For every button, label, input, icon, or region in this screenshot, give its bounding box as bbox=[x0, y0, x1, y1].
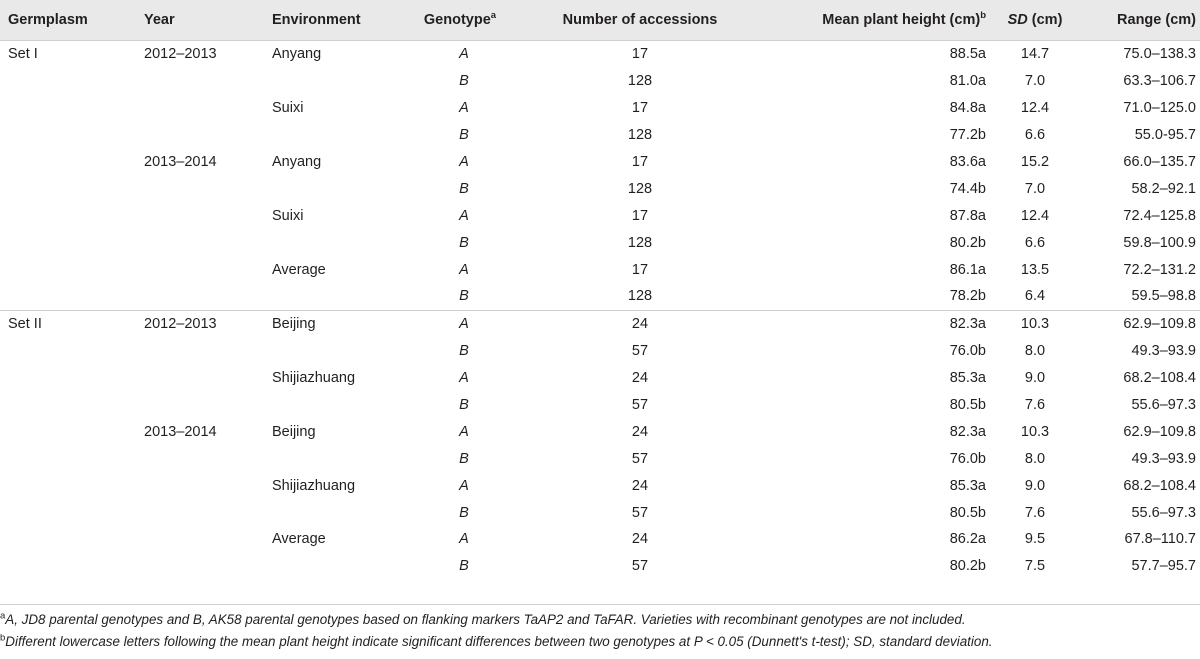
header-range: Range (cm) bbox=[1080, 0, 1200, 41]
cell-environment: Average bbox=[272, 531, 326, 548]
cell-environment: Anyang bbox=[272, 154, 322, 170]
cell-germplasm bbox=[0, 392, 136, 419]
cell-environment bbox=[264, 283, 410, 310]
cell-sd: 9.0 bbox=[1024, 370, 1046, 387]
cell-germplasm bbox=[0, 499, 136, 526]
cell-genotype: B bbox=[459, 127, 469, 144]
cell-sd: 6.4 bbox=[1024, 288, 1046, 305]
header-accessions: Number of accessions bbox=[510, 0, 770, 41]
cell-accessions: 57 bbox=[631, 450, 649, 467]
table-row bbox=[0, 499, 1200, 526]
header-germplasm: Germplasm bbox=[0, 0, 136, 41]
cell-year bbox=[136, 202, 264, 229]
cell-germplasm bbox=[0, 445, 136, 472]
cell-range: 75.0–138.3 bbox=[1123, 46, 1196, 63]
cell-mean-height: 85.3a bbox=[949, 370, 986, 387]
table-row bbox=[0, 365, 1200, 392]
cell-accessions: 24 bbox=[631, 370, 649, 387]
cell-environment: Suixi bbox=[272, 207, 304, 224]
footnote-mark-a: a bbox=[490, 10, 497, 22]
cell-year: 2012–2013 bbox=[136, 310, 264, 337]
cell-sd: 8.0 bbox=[1024, 450, 1046, 467]
cell-environment bbox=[264, 338, 410, 365]
cell-year bbox=[136, 338, 264, 365]
cell-accessions: 128 bbox=[627, 180, 653, 197]
cell-year bbox=[136, 472, 264, 499]
cell-genotype: B bbox=[459, 397, 469, 414]
cell-genotype: A bbox=[459, 261, 469, 278]
cell-mean-height: 84.8a bbox=[949, 100, 986, 117]
table-row bbox=[0, 392, 1200, 419]
cell-range: 68.2–108.4 bbox=[1123, 477, 1196, 494]
cell-mean-height: 82.3a bbox=[770, 310, 990, 337]
cell-environment bbox=[264, 229, 410, 256]
cell-environment: Shijiazhuang bbox=[272, 370, 356, 387]
cell-germplasm bbox=[0, 526, 136, 553]
cell-accessions: 128 bbox=[627, 127, 653, 144]
cell-germplasm bbox=[0, 283, 136, 310]
cell-range: 57.7–95.7 bbox=[1131, 558, 1196, 575]
cell-range: 55.6–97.3 bbox=[1131, 397, 1196, 414]
cell-accessions: 24 bbox=[631, 423, 649, 440]
cell-mean-height: 80.5b bbox=[949, 397, 986, 414]
cell-range: 72.2–131.2 bbox=[1123, 261, 1196, 278]
cell-germplasm bbox=[0, 472, 136, 499]
cell-genotype: A bbox=[459, 423, 469, 440]
table-row bbox=[0, 122, 1200, 149]
cell-sd: 7.6 bbox=[1024, 397, 1046, 414]
cell-year bbox=[136, 526, 264, 553]
table-row bbox=[0, 338, 1200, 365]
cell-accessions: 57 bbox=[631, 343, 649, 360]
cell-range: 68.2–108.4 bbox=[1123, 370, 1196, 387]
cell-year: 2012–2013 bbox=[144, 46, 217, 63]
cell-range: 63.3–106.7 bbox=[1123, 73, 1196, 90]
cell-range: 62.9–109.8 bbox=[1123, 423, 1196, 440]
cell-genotype: A bbox=[410, 310, 510, 337]
table-row bbox=[0, 175, 1200, 202]
cell-environment bbox=[264, 499, 410, 526]
cell-germplasm bbox=[0, 122, 136, 149]
cell-accessions: 17 bbox=[631, 46, 649, 63]
cell-sd: 9.5 bbox=[1024, 531, 1046, 548]
cell-mean-height: 83.6a bbox=[949, 154, 986, 170]
cell-germplasm bbox=[0, 68, 136, 95]
cell-genotype: B bbox=[459, 73, 469, 90]
cell-accessions: 24 bbox=[510, 310, 770, 337]
cell-sd: 6.6 bbox=[1024, 234, 1046, 251]
cell-genotype: B bbox=[459, 504, 469, 521]
cell-sd: 15.2 bbox=[1020, 154, 1050, 170]
cell-mean-height: 80.2b bbox=[949, 234, 986, 251]
cell-year bbox=[136, 175, 264, 202]
cell-sd: 6.6 bbox=[1024, 127, 1046, 144]
cell-mean-height: 81.0a bbox=[949, 73, 986, 90]
cell-accessions: 24 bbox=[631, 531, 649, 548]
cell-year bbox=[136, 553, 264, 580]
cell-sd: 8.0 bbox=[1024, 343, 1046, 360]
table-row bbox=[0, 418, 1200, 445]
cell-sd: 12.4 bbox=[1020, 207, 1050, 224]
cell-germplasm bbox=[0, 553, 136, 580]
cell-genotype: A bbox=[459, 207, 469, 224]
cell-germplasm bbox=[0, 229, 136, 256]
cell-environment: Average bbox=[272, 261, 326, 278]
cell-genotype: A bbox=[459, 154, 469, 170]
cell-environment bbox=[264, 122, 410, 149]
cell-environment bbox=[264, 68, 410, 95]
cell-environment bbox=[264, 445, 410, 472]
cell-range: 67.8–110.7 bbox=[1124, 531, 1196, 548]
cell-mean-height: 87.8a bbox=[949, 207, 986, 224]
header-genotype: Genotype$^a$ bbox=[410, 0, 510, 41]
cell-year bbox=[136, 68, 264, 95]
cell-year bbox=[136, 256, 264, 283]
cell-sd: 7.6 bbox=[1024, 504, 1046, 521]
table-row bbox=[0, 553, 1200, 580]
cell-sd: 7.0 bbox=[1024, 180, 1046, 197]
cell-sd: 13.5 bbox=[1020, 261, 1050, 278]
cell-germplasm bbox=[0, 149, 136, 176]
header-environment: Environment bbox=[264, 0, 410, 41]
cell-sd: 7.5 bbox=[1024, 558, 1046, 575]
cell-genotype: A bbox=[459, 477, 469, 494]
cell-range: 66.0–135.7 bbox=[1123, 154, 1196, 170]
cell-germplasm bbox=[0, 418, 136, 445]
table-row bbox=[0, 283, 1200, 310]
cell-mean-height: 86.1a bbox=[949, 261, 986, 278]
cell-environment: Beijing bbox=[272, 423, 316, 440]
cell-sd: 10.3 bbox=[990, 310, 1080, 337]
cell-mean-height: 86.2a bbox=[949, 531, 986, 548]
table-row bbox=[0, 41, 1200, 68]
cell-sd: 12.4 bbox=[1020, 100, 1050, 117]
header-mean-height: Mean plant height (cm)$^b$ bbox=[770, 0, 990, 41]
cell-germplasm bbox=[0, 338, 136, 365]
cell-mean-height: 80.5b bbox=[949, 504, 986, 521]
cell-mean-height: 76.0b bbox=[949, 450, 986, 467]
header-sd: SD (cm) bbox=[990, 0, 1080, 41]
cell-genotype: B bbox=[459, 288, 469, 305]
cell-genotype: B bbox=[459, 180, 469, 197]
cell-genotype: A bbox=[459, 531, 469, 548]
cell-year bbox=[136, 229, 264, 256]
cell-accessions: 57 bbox=[631, 558, 649, 575]
header-year: Year bbox=[136, 0, 264, 41]
cell-genotype: B bbox=[459, 234, 469, 251]
cell-accessions: 57 bbox=[631, 397, 649, 414]
table-row bbox=[0, 95, 1200, 122]
cell-mean-height: 78.2b bbox=[949, 288, 986, 305]
cell-accessions: 57 bbox=[631, 504, 649, 521]
cell-mean-height: 76.0b bbox=[949, 343, 986, 360]
cell-genotype: B bbox=[459, 343, 469, 360]
footnote-a: $^a$A, JD8 parental genotypes and B, AK58 parental genotypes based on flanking markers TaAP2 and TaFAR. Varieties with recombinant genotypes are not included. bbox=[0, 610, 966, 627]
cell-germplasm bbox=[0, 202, 136, 229]
cell-mean-height: 77.2b bbox=[949, 127, 986, 144]
table-row bbox=[0, 256, 1200, 283]
footnote-mark-b: b bbox=[980, 10, 986, 22]
table-row bbox=[0, 149, 1200, 176]
cell-sd: 14.7 bbox=[1020, 46, 1050, 63]
cell-accessions: 17 bbox=[631, 207, 649, 224]
cell-year: 2013–2014 bbox=[144, 154, 217, 170]
cell-mean-height: 88.5a bbox=[949, 46, 986, 63]
cell-year bbox=[136, 392, 264, 419]
cell-accessions: 17 bbox=[631, 154, 649, 170]
cell-environment: Anyang bbox=[272, 46, 322, 63]
cell-genotype: A bbox=[459, 100, 469, 117]
cell-environment bbox=[264, 392, 410, 419]
table-body bbox=[0, 41, 1200, 580]
cell-mean-height: 80.2b bbox=[949, 558, 986, 575]
cell-range: 55.6–97.3 bbox=[1131, 504, 1196, 521]
cell-mean-height: 82.3a bbox=[949, 423, 986, 440]
table-row bbox=[0, 472, 1200, 499]
cell-range: 55.0-95.7 bbox=[1134, 127, 1196, 144]
cell-range: 49.3–93.9 bbox=[1131, 343, 1196, 360]
cell-range: 71.0–125.0 bbox=[1123, 100, 1196, 117]
cell-accessions: 128 bbox=[627, 288, 653, 305]
cell-sd: 7.0 bbox=[1024, 73, 1046, 90]
cell-accessions: 128 bbox=[627, 234, 653, 251]
cell-accessions: 17 bbox=[631, 261, 649, 278]
table-row bbox=[0, 202, 1200, 229]
cell-range: 59.5–98.8 bbox=[1131, 288, 1196, 305]
cell-genotype: A bbox=[459, 46, 469, 63]
cell-germplasm bbox=[0, 365, 136, 392]
table-row bbox=[0, 310, 1200, 337]
cell-accessions: 24 bbox=[631, 477, 649, 494]
cell-genotype: B bbox=[459, 558, 469, 575]
cell-environment: Beijing bbox=[264, 310, 410, 337]
cell-germplasm: Set I bbox=[8, 46, 38, 63]
cell-year bbox=[136, 365, 264, 392]
table-row bbox=[0, 229, 1200, 256]
cell-germplasm bbox=[0, 256, 136, 283]
cell-year bbox=[136, 445, 264, 472]
header-row bbox=[0, 0, 1200, 41]
cell-sd: 10.3 bbox=[1020, 423, 1050, 440]
cell-range: 59.8–100.9 bbox=[1123, 234, 1196, 251]
cell-environment: Suixi bbox=[272, 100, 304, 117]
footnote-divider bbox=[0, 604, 1200, 605]
cell-year bbox=[136, 499, 264, 526]
cell-year bbox=[136, 122, 264, 149]
cell-range: 49.3–93.9 bbox=[1131, 450, 1196, 467]
cell-mean-height: 85.3a bbox=[949, 477, 986, 494]
cell-environment bbox=[264, 175, 410, 202]
cell-year bbox=[136, 95, 264, 122]
table-row bbox=[0, 445, 1200, 472]
table-row bbox=[0, 68, 1200, 95]
cell-range: 72.4–125.8 bbox=[1123, 207, 1196, 224]
cell-accessions: 17 bbox=[631, 100, 649, 117]
cell-germplasm: Set II bbox=[0, 310, 136, 337]
table-row bbox=[0, 526, 1200, 553]
cell-germplasm bbox=[0, 175, 136, 202]
cell-genotype: A bbox=[459, 370, 469, 387]
cell-range: 58.2–92.1 bbox=[1131, 180, 1196, 197]
cell-sd: 9.0 bbox=[1024, 477, 1046, 494]
cell-environment bbox=[264, 553, 410, 580]
cell-genotype: B bbox=[459, 450, 469, 467]
cell-environment: Shijiazhuang bbox=[272, 477, 356, 494]
cell-mean-height: 74.4b bbox=[949, 180, 986, 197]
cell-year: 2013–2014 bbox=[144, 423, 217, 440]
cell-range: 62.9–109.8 bbox=[1080, 310, 1200, 337]
cell-germplasm bbox=[0, 95, 136, 122]
cell-accessions: 128 bbox=[627, 73, 653, 90]
footnote-b: $^b$Different lowercase letters following the mean plant height indicate significant differences between two genotypes at P < 0.05 (Dunnett's t-test); SD, standard deviation. bbox=[0, 632, 993, 649]
cell-year bbox=[136, 283, 264, 310]
